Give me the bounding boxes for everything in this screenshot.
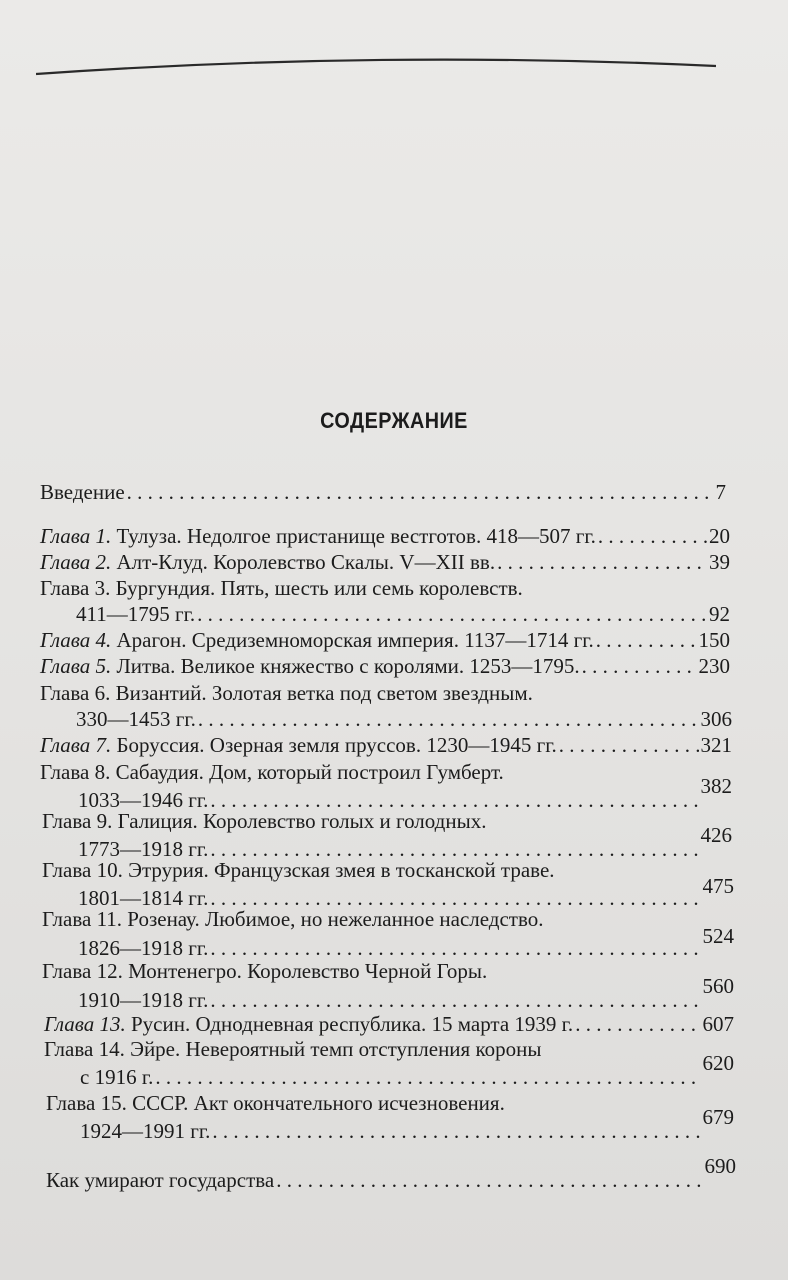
toc-page-number: 560 xyxy=(702,974,734,998)
toc-entry-text: Введение xyxy=(40,480,125,504)
toc-entry-chapter-3[interactable] xyxy=(40,575,523,601)
toc-heading: СОДЕРЖАНИЕ xyxy=(320,408,468,433)
chapter-title: СССР. Акт окончательного исчезновения. xyxy=(132,1091,505,1115)
dot-leader xyxy=(598,523,707,549)
chapter-title: Эйре. Невероятный темп отступления короны xyxy=(130,1037,542,1061)
toc-entry-chapter-3-continued[interactable] xyxy=(76,601,730,627)
dot-leader xyxy=(575,1011,700,1037)
chapter-label: Глава 13. xyxy=(44,1012,126,1036)
chapter-years: 1801—1814 гг. xyxy=(78,886,209,910)
chapter-label: Глава 15. xyxy=(46,1091,127,1115)
chapter-years: 1826—1918 гг. xyxy=(78,936,209,960)
chapter-title: Боруссия. Озерная земля пруссов. 1230—1945 гг. xyxy=(116,733,557,757)
toc-page-number: 92 xyxy=(709,602,730,626)
chapter-title: Бургундия. Пять, шесть или семь королевств. xyxy=(115,576,523,600)
toc-page-number: 679 xyxy=(702,1105,734,1129)
chapter-title: Литва. Великое княжество с королями. 1253—1795. xyxy=(116,654,580,678)
chapter-label: Глава 3. xyxy=(40,576,111,600)
chapter-label: Глава 6. xyxy=(40,681,111,705)
chapter-label: Глава 1. xyxy=(40,524,112,548)
chapter-years: 411—1795 гг. xyxy=(76,602,196,626)
toc-entry-chapter-13[interactable] xyxy=(44,1011,734,1037)
toc-entry-chapter-2[interactable] xyxy=(40,549,730,575)
toc-entry-chapter-10-continued[interactable] xyxy=(78,873,734,910)
toc-page-number: 39 xyxy=(709,550,730,574)
toc-entry-intro[interactable] xyxy=(40,479,726,505)
dot-leader xyxy=(198,706,699,732)
dot-leader xyxy=(212,1118,700,1144)
toc-page-number: 150 xyxy=(698,628,730,652)
dot-leader xyxy=(276,1167,702,1193)
dot-leader xyxy=(155,1064,700,1090)
dot-leader xyxy=(197,601,707,627)
chapter-years: 1924—1991 гг. xyxy=(80,1119,211,1143)
dot-leader xyxy=(497,549,707,575)
chapter-title: Арагон. Средиземноморская империя. 1137—1714 гг. xyxy=(116,628,594,652)
toc-page-number: 524 xyxy=(702,924,734,948)
toc-entry-chapter-8-continued[interactable] xyxy=(78,773,732,812)
chapter-label: Глава 11. xyxy=(42,907,123,931)
toc-entry-chapter-6[interactable] xyxy=(40,680,533,706)
toc-page-number: 382 xyxy=(700,774,732,798)
dot-leader xyxy=(127,479,714,505)
toc-entry-chapter-9-continued[interactable] xyxy=(78,822,732,861)
chapter-years: 1033—1946 гг. xyxy=(78,788,209,812)
toc-entry-chapter-14-continued[interactable] xyxy=(80,1050,734,1089)
toc-entry-chapter-4[interactable] xyxy=(40,627,730,653)
chapter-label: Глава 9. xyxy=(42,809,113,833)
chapter-title: Сабаудия. Дом, который построил Гумберт. xyxy=(115,760,504,784)
toc-page-number: 230 xyxy=(698,654,730,678)
dot-leader xyxy=(582,653,697,679)
chapter-years: 330—1453 гг. xyxy=(76,707,196,731)
toc-entry-chapter-5[interactable] xyxy=(40,653,730,679)
chapter-label: Глава 7. xyxy=(40,733,112,757)
chapter-title: Алт-Клуд. Королевство Скалы. V—XII вв. xyxy=(116,550,496,574)
dot-leader xyxy=(210,987,700,1013)
toc-entry-outro[interactable] xyxy=(46,1153,736,1192)
toc-entry-chapter-6-continued[interactable] xyxy=(76,706,732,732)
chapter-label: Глава 2. xyxy=(40,550,112,574)
toc-entry-chapter-7[interactable] xyxy=(40,732,732,758)
toc-page-number: 607 xyxy=(702,1012,734,1036)
toc-page-number: 7 xyxy=(715,480,726,504)
chapter-years: с 1916 г. xyxy=(80,1065,154,1089)
toc-page-number: 690 xyxy=(704,1154,736,1178)
chapter-years: 1910—1918 гг. xyxy=(78,988,209,1012)
chapter-label: Глава 14. xyxy=(44,1037,125,1061)
chapter-title: Византий. Золотая ветка под светом звездным. xyxy=(115,681,533,705)
chapter-label: Глава 5. xyxy=(40,654,112,678)
toc-entry-chapter-12-continued[interactable] xyxy=(78,973,734,1012)
chapter-label: Глава 4. xyxy=(40,628,112,652)
toc-page-number: 620 xyxy=(702,1051,734,1075)
toc-page-number: 475 xyxy=(702,874,734,898)
chapter-title: Русин. Однодневная республика. 15 марта 1939 г. xyxy=(130,1012,574,1036)
dot-leader xyxy=(559,732,699,758)
dot-leader xyxy=(596,627,697,653)
top-rule xyxy=(36,56,716,80)
chapter-title: Этрурия. Французская змея в тосканской траве. xyxy=(128,858,555,882)
chapter-label: Глава 10. xyxy=(42,858,123,882)
chapter-title: Тулуза. Недолгое пристанище вестготов. 418—507 гг. xyxy=(116,524,596,548)
chapter-title: Галиция. Королевство голых и голодных. xyxy=(117,809,487,833)
toc-entry-chapter-11-continued[interactable] xyxy=(78,923,734,960)
toc-page-number: 20 xyxy=(709,524,730,548)
toc-entry-chapter-1[interactable] xyxy=(40,523,730,549)
toc-entry-text: Как умирают государства xyxy=(46,1168,275,1192)
chapter-years: 1773—1918 гг. xyxy=(78,837,209,861)
chapter-title: Монтенегро. Королевство Черной Горы. xyxy=(128,959,488,983)
toc-entry-chapter-15-continued[interactable] xyxy=(80,1104,734,1143)
toc-page-number: 306 xyxy=(700,707,732,731)
chapter-label: Глава 12. xyxy=(42,959,123,983)
toc-page-number: 321 xyxy=(700,733,732,757)
toc-page-number: 426 xyxy=(700,823,732,847)
chapter-label: Глава 8. xyxy=(40,760,111,784)
chapter-title: Розенау. Любимое, но нежеланное наследство. xyxy=(127,907,544,931)
